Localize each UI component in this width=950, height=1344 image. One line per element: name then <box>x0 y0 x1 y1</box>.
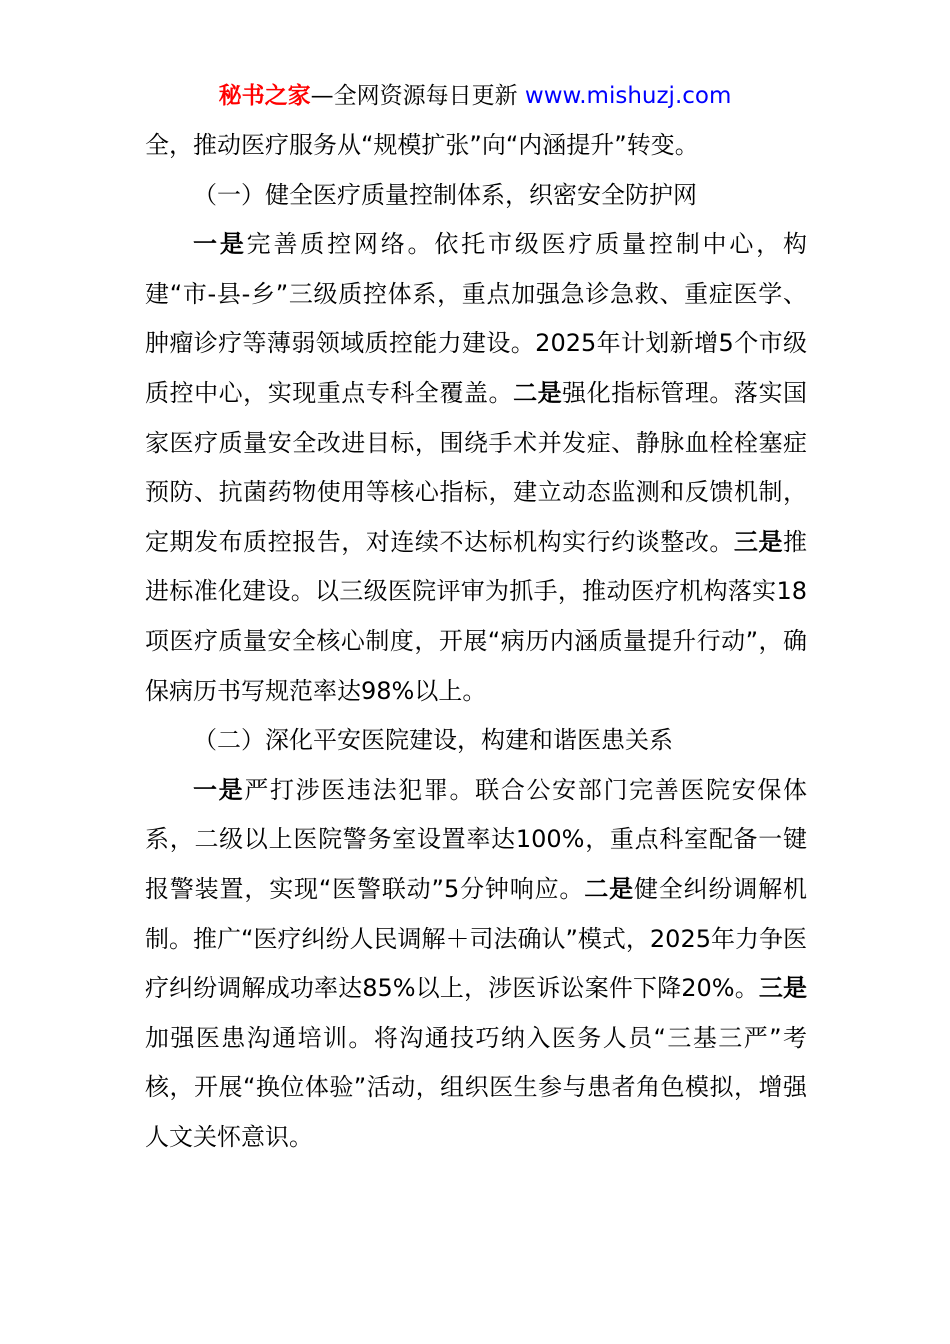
point-text-2: 健全纠纷调解机制。推广“医疗纠纷人民调解＋司法确认”模式，2025年力争医疗纠纷调解成功率达85%以上，涉医诉讼案件下降20%。 <box>145 874 808 1003</box>
header-slogan: —全网资源每日更新 <box>310 83 525 109</box>
point-text-1: 完善质控网络。依托市级医疗质量控制中心，构建“市-县-乡”三级质控体系，重点加强急诊急救、重症医学、肿瘤诊疗等薄弱领域质控能力建设。2025年计划新增5个市级质控中心，实现重点专科全覆盖。 <box>145 230 808 407</box>
point-label-3: 三是 <box>733 527 783 556</box>
point-text-2: 强化指标管理。落实国家医疗质量安全改进目标，围绕手术并发症、静脉血栓栓塞症预防、抗菌药物使用等核心指标，建立动态监测和反馈机制，定期发布质控报告，对连续不达标机构实行约谈整改。 <box>145 378 808 556</box>
point-text-1: 严打涉医违法犯罪。联合公安部门完善医院安保体系，二级以上医院警务室设置率达100%，重点科室配备一键报警装置，实现“医警联动”5分钟响应。 <box>145 775 808 903</box>
brand-name: 秘书之家 <box>218 83 311 109</box>
section-title-1: （一）健全医疗质量控制体系，织密安全防护网 <box>193 180 697 209</box>
point-label-1: 一是 <box>193 775 245 804</box>
point-label-2: 二是 <box>584 874 634 903</box>
point-text-3: 推进标准化建设。以三级医院评审为抓手，推动医疗机构落实18项医疗质量安全核心制度，开展“病历内涵质量提升行动”，确保病历书写规范率达98%以上。 <box>145 527 807 705</box>
point-label-2: 二是 <box>513 378 563 407</box>
document-body <box>145 121 807 1162</box>
paragraph-section-1 <box>145 220 807 716</box>
point-label-3: 三是 <box>758 974 808 1003</box>
paragraph-continuation: 全，推动医疗服务从“规模扩张”向“内涵提升”转变。 <box>145 131 699 159</box>
point-label-1: 一是 <box>193 230 247 259</box>
page-header <box>0 80 950 112</box>
point-text-3: 加强医患沟通培训。将沟通技巧纳入医务人员“三基三严”考核，开展“换位体验”活动，组织医生参与患者角色模拟，增强人文关怀意识。 <box>145 1023 807 1151</box>
section-title-2: （二）深化平安医院建设，构建和谐医患关系 <box>193 726 673 755</box>
paragraph-section-2 <box>145 766 807 1163</box>
website-link[interactable]: www.mishuzj.com <box>524 83 732 109</box>
